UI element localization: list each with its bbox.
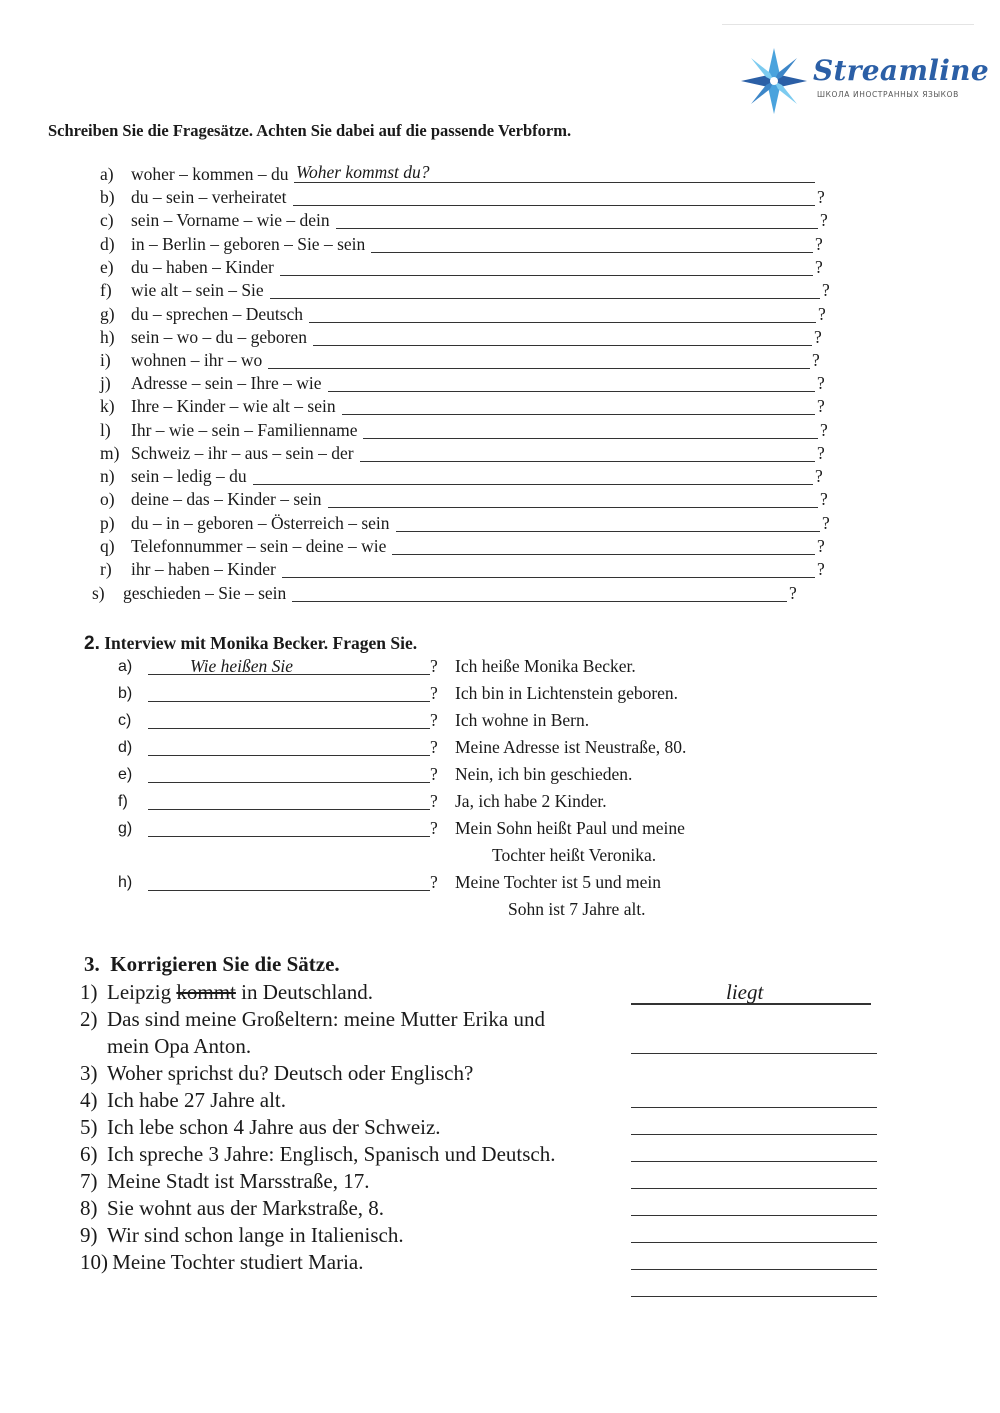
question-item	[92, 582, 801, 605]
item-prompt: wohnen – ihr – wo	[131, 350, 263, 370]
question-item	[100, 186, 829, 209]
item-letter: c)	[118, 712, 132, 729]
item-prompt: Telefonnummer – sein – deine – wie	[131, 536, 387, 556]
item-letter: n)	[100, 466, 115, 486]
sentence-text-end: in Deutschland.	[235, 980, 373, 1004]
question-line[interactable]	[148, 738, 430, 756]
answer-text: Ich bin in Lichtenstein geboren.	[455, 683, 679, 703]
item-letter: j)	[100, 373, 111, 393]
question-mark: ?	[817, 443, 825, 463]
star-logo-icon	[739, 46, 809, 116]
question-line[interactable]	[148, 819, 430, 837]
question-item	[100, 163, 829, 186]
question-item	[100, 442, 829, 465]
item-letter: b)	[100, 187, 115, 207]
question-mark: ?	[817, 373, 825, 393]
item-letter: m)	[100, 443, 120, 463]
item-number: 5)	[80, 1115, 98, 1139]
question-mark: ?	[822, 513, 830, 533]
logo-subtitle: ШКОЛА ИНОСТРАННЫХ ЯЗЫКОВ	[817, 90, 959, 99]
question-item	[100, 395, 829, 418]
answer-text: Meine Adresse ist Neustraße, 80.	[455, 737, 687, 757]
answer-line[interactable]	[294, 162, 815, 183]
sentence-text: Meine Stadt ist Marsstraße, 17.	[107, 1169, 370, 1193]
sentence-text: Woher sprichst du? Deutsch oder Englisch?	[107, 1061, 474, 1085]
item-prompt: Adresse – sein – Ihre – wie	[131, 373, 322, 393]
answer-line[interactable]	[371, 235, 813, 253]
question-item	[100, 419, 832, 442]
section3-title-text: Korrigieren Sie die Sätze.	[110, 952, 340, 976]
question-item	[100, 233, 827, 256]
item-letter: g)	[118, 820, 133, 837]
question-mark: ?	[430, 872, 438, 892]
answer-line[interactable]	[270, 281, 820, 299]
answer-line[interactable]	[253, 467, 813, 485]
sentence-item	[80, 1195, 384, 1222]
item-prompt: deine – das – Kinder – sein	[131, 489, 322, 509]
question-item	[100, 349, 824, 372]
section2-title	[84, 633, 417, 655]
sentence-item	[80, 1168, 369, 1195]
example-correction: liegt	[726, 980, 764, 1004]
item-letter: g)	[100, 304, 115, 324]
sentence-item	[80, 979, 373, 1006]
question-mark: ?	[817, 559, 825, 579]
item-number: 7)	[80, 1169, 98, 1193]
answer-line[interactable]	[360, 444, 815, 462]
question-item	[100, 535, 829, 558]
question-mark: ?	[430, 683, 438, 703]
item-letter: d)	[100, 234, 115, 254]
header-rule	[722, 24, 974, 25]
answer-line[interactable]	[293, 188, 815, 206]
question-mark: ?	[817, 396, 825, 416]
question-mark: ?	[815, 257, 823, 277]
section3-number: 3.	[84, 952, 100, 976]
correction-line[interactable]	[631, 1141, 877, 1162]
answer-line[interactable]	[328, 490, 818, 508]
question-mark: ?	[820, 420, 828, 440]
item-letter: e)	[100, 257, 114, 277]
question-line[interactable]	[148, 873, 430, 891]
answer-text: Ich wohne in Bern.	[455, 710, 590, 730]
section1-title: Schreiben Sie die Fragesätze. Achten Sie dabei auf die passende Verbform.	[48, 121, 572, 140]
interview-item	[118, 707, 738, 734]
interview-item	[118, 734, 738, 761]
item-prompt: ihr – haben – Kinder	[131, 559, 276, 579]
answer-text: Nein, ich bin geschieden.	[455, 764, 633, 784]
item-letter: p)	[100, 513, 115, 533]
item-number: 4)	[80, 1088, 98, 1112]
question-mark: ?	[812, 350, 820, 370]
question-mark: ?	[817, 536, 825, 556]
answer-line[interactable]	[328, 374, 815, 392]
answer-line[interactable]	[313, 328, 812, 346]
interview-item	[118, 680, 738, 707]
question-line[interactable]	[148, 765, 430, 783]
question-item	[100, 303, 830, 326]
item-prompt: sein – ledig – du	[131, 466, 247, 486]
correction-line[interactable]	[631, 1222, 877, 1243]
item-prompt: Schweiz – ihr – aus – sein – der	[131, 443, 354, 463]
handwritten-question: Wie heißen Sie	[190, 656, 294, 676]
question-item	[100, 372, 829, 395]
item-number: 10)	[80, 1250, 108, 1274]
question-line[interactable]	[148, 684, 430, 702]
answer-line[interactable]	[268, 351, 810, 369]
question-mark: ?	[430, 791, 438, 811]
sentence-item	[80, 1141, 555, 1168]
item-prompt: in – Berlin – geboren – Sie – sein	[131, 234, 366, 254]
section2-title-text: Interview mit Monika Becker. Fragen Sie.	[104, 633, 418, 653]
item-prompt: Ihr – wie – sein – Familienname	[131, 420, 358, 440]
item-letter: o)	[100, 489, 115, 509]
question-item	[100, 465, 827, 488]
answer-line[interactable]	[363, 421, 818, 439]
streamline-logo	[735, 40, 989, 120]
question-mark: ?	[814, 327, 822, 347]
question-mark: ?	[820, 489, 828, 509]
item-letter: d)	[118, 739, 133, 756]
answer-line[interactable]	[282, 560, 815, 578]
correction-line[interactable]	[631, 1033, 877, 1054]
item-number: 8)	[80, 1196, 98, 1220]
item-prompt: sein – Vorname – wie – dein	[131, 210, 330, 230]
sentence-item	[80, 1006, 545, 1033]
item-letter: a)	[100, 164, 114, 184]
handwritten-answer: Woher kommst du?	[296, 162, 430, 182]
item-letter: b)	[118, 685, 133, 702]
item-letter: k)	[100, 396, 115, 416]
interview-item	[118, 653, 738, 680]
sentence-text: Meine Tochter studiert Maria.	[107, 1250, 364, 1274]
correction-line[interactable]	[631, 1168, 877, 1189]
item-number: 6)	[80, 1142, 98, 1166]
interview-item	[118, 788, 738, 815]
interview-item	[118, 869, 738, 923]
sentence-item	[80, 1087, 286, 1114]
item-prompt: geschieden – Sie – sein	[123, 583, 287, 603]
question-mark: ?	[818, 304, 826, 324]
item-prompt: du – sprechen – Deutsch	[131, 304, 304, 324]
correction-line[interactable]	[631, 1114, 877, 1135]
sentence-text: Ich habe 27 Jahre alt.	[107, 1088, 287, 1112]
correction-line[interactable]	[631, 1087, 877, 1108]
question-mark: ?	[430, 737, 438, 757]
item-letter: c)	[100, 210, 114, 230]
sentence-item	[80, 1249, 363, 1276]
question-mark: ?	[815, 466, 823, 486]
item-letter: r)	[100, 559, 112, 579]
sentence-text: Leipzig	[107, 980, 177, 1004]
struck-word: kommt	[176, 980, 236, 1004]
answer-text: Mein Sohn heißt Paul und meine	[455, 818, 685, 838]
question-item	[100, 209, 832, 232]
section3-title	[84, 952, 340, 977]
answer-line[interactable]	[280, 258, 813, 276]
question-mark: ?	[430, 656, 438, 676]
sentence-text: mein Opa Anton.	[107, 1034, 252, 1058]
item-letter: f)	[118, 793, 128, 810]
question-item	[100, 512, 834, 535]
question-mark: ?	[817, 187, 825, 207]
logo-name: Streamline	[813, 54, 989, 87]
sentence-item	[80, 1060, 473, 1087]
correction-line[interactable]	[631, 1276, 877, 1297]
item-prompt: du – sein – verheiratet	[131, 187, 287, 207]
interview-item	[118, 761, 738, 788]
sentence-text: Wir sind schon lange in Italienisch.	[107, 1223, 404, 1247]
item-prompt: sein – wo – du – geboren	[131, 327, 307, 347]
question-item	[100, 279, 834, 302]
question-item	[100, 326, 826, 349]
item-letter: f)	[100, 280, 112, 300]
answer-text: Tochter heißt Veronika.	[492, 845, 657, 865]
item-prompt: du – haben – Kinder	[131, 257, 274, 277]
item-letter: e)	[118, 766, 133, 783]
answer-text: Ja, ich habe 2 Kinder.	[455, 791, 607, 811]
item-letter: l)	[100, 420, 111, 440]
item-prompt: wie alt – sein – Sie	[131, 280, 264, 300]
correction-line[interactable]	[631, 1249, 877, 1270]
question-mark: ?	[430, 710, 438, 730]
answer-line[interactable]	[336, 211, 818, 229]
question-item	[100, 488, 832, 511]
answer-line[interactable]	[309, 305, 816, 323]
item-letter: s)	[92, 583, 105, 603]
sentence-text: Ich lebe schon 4 Jahre aus der Schweiz.	[107, 1115, 441, 1139]
question-mark: ?	[820, 210, 828, 230]
item-letter: h)	[118, 874, 133, 891]
sentence-item	[80, 1222, 404, 1249]
item-prompt: woher – kommen – du	[131, 164, 289, 184]
question-mark: ?	[430, 764, 438, 784]
item-number: 3)	[80, 1061, 98, 1085]
question-mark: ?	[815, 234, 823, 254]
answer-line[interactable]	[342, 397, 815, 415]
answer-line[interactable]	[392, 537, 815, 555]
question-item	[100, 558, 829, 581]
answer-line[interactable]	[396, 514, 820, 532]
item-letter: h)	[100, 327, 115, 347]
question-line[interactable]	[148, 711, 430, 729]
sentence-item	[80, 1114, 441, 1141]
item-number: 2)	[80, 1007, 98, 1031]
item-letter: i)	[100, 350, 111, 370]
question-item	[100, 256, 827, 279]
item-letter: q)	[100, 536, 115, 556]
sentence-text: Sie wohnt aus der Markstraße, 8.	[107, 1196, 385, 1220]
item-letter: a)	[118, 658, 133, 675]
sentence-item	[107, 1033, 251, 1060]
question-mark: ?	[822, 280, 830, 300]
answer-line[interactable]	[292, 584, 787, 602]
answer-text: Meine Tochter ist 5 und mein	[455, 872, 661, 892]
interview-item	[118, 815, 738, 869]
item-prompt: Ihre – Kinder – wie alt – sein	[131, 396, 336, 416]
question-mark: ?	[789, 583, 797, 603]
section2-number: 2.	[84, 633, 100, 654]
answer-text: Ich heiße Monika Becker.	[455, 656, 636, 676]
item-number: 1)	[80, 980, 98, 1004]
sentence-text: Ich spreche 3 Jahre: Englisch, Spanisch und Deutsch.	[107, 1142, 556, 1166]
sentence-text: Das sind meine Großeltern: meine Mutter Erika und	[107, 1007, 545, 1031]
item-prompt: du – in – geboren – Österreich – sein	[131, 513, 390, 533]
answer-text: Sohn ist 7 Jahre alt.	[508, 899, 646, 919]
item-number: 9)	[80, 1223, 98, 1247]
question-mark: ?	[430, 818, 438, 838]
correction-line[interactable]	[631, 1195, 877, 1216]
question-line[interactable]	[148, 792, 430, 810]
